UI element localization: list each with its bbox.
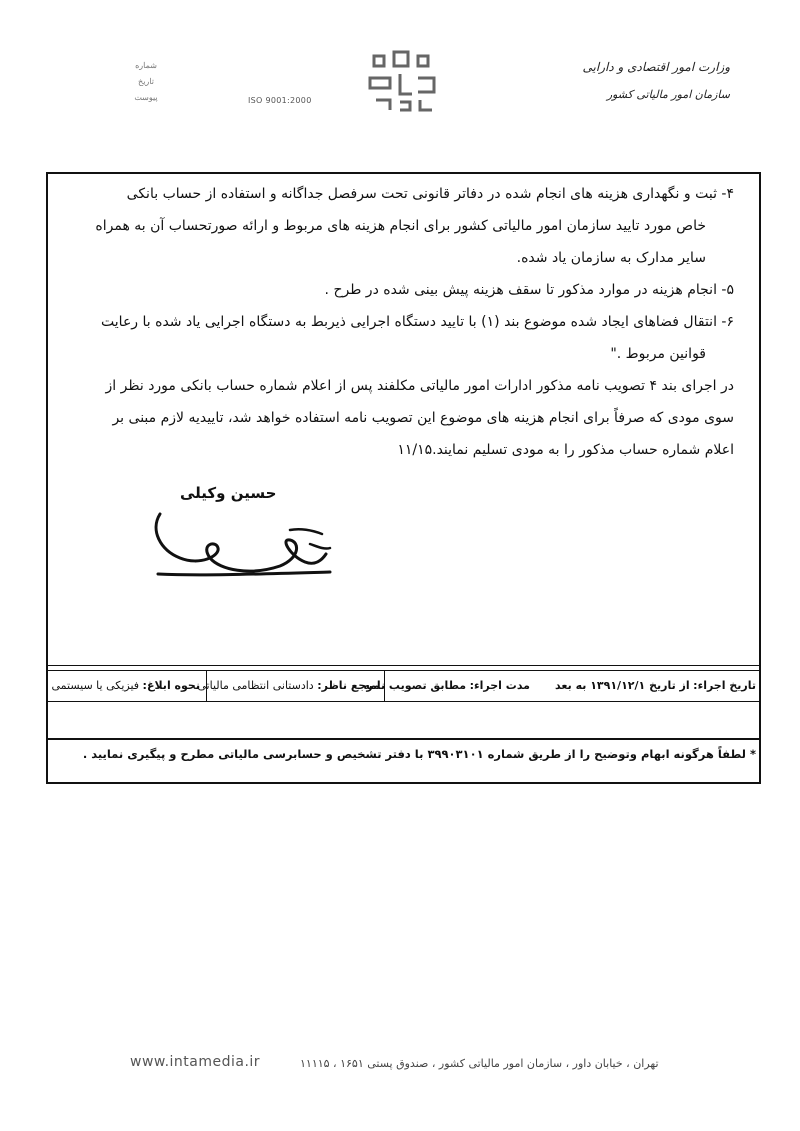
letter-meta-labels <box>126 58 166 106</box>
item-6-line: ۶- انتقال فضاهای ایجاد شده موضوع بند (۱) با تایید دستگاه اجرایی ذیربط به دستگاه اجرایی یاد شده با رعایت <box>101 314 734 330</box>
handwritten-signature-icon <box>140 500 340 586</box>
signatory-name: حسین وکیلی <box>180 484 277 502</box>
item-5: ۵- انجام هزینه در موارد مذکور تا سقف هزینه پیش بینی شده در طرح . <box>324 282 734 298</box>
supervising-authority-value: دادستانی انتظامی مالیاتی <box>197 679 314 692</box>
execution-duration-value: مطابق تصویب نامه <box>363 679 467 692</box>
item-4-line: ۴- ثبت و نگهداری هزینه های انجام شده در دفاتر قانونی تحت سرفصل جداگانه و استفاده از حساب بانکی <box>126 186 734 202</box>
supervising-authority-label: مرجع ناظر: <box>317 679 380 692</box>
paragraph-line: اعلام شماره حساب مذکور را به مودی تسلیم نمایند.۱۱/۱۵ <box>397 442 734 458</box>
footer-address: تهران ، خیابان داور ، سازمان امور مالیاتی کشور ، صندوق پستی ۱۶۵۱ ، ۱۱۱۱۵ <box>300 1057 659 1070</box>
item-4-line: خاص مورد تایید سازمان امور مالیاتی کشور برای انجام هزینه های مربوط و ارائه صورتحساب آن به همراه <box>95 218 706 234</box>
execution-date-value: از تاریخ ۱۳۹۱/۱۲/۱ به بعد <box>555 679 690 692</box>
footer-website: www.intamedia.ir <box>130 1054 261 1070</box>
paragraph-line: سوی مودی که صرفاً برای انجام هزینه های موضوع این تصویب نامه استفاده خواهد شد، تاییدیه لازم مبنی بر <box>112 410 734 426</box>
item-4-line: سایر مدارک به سازمان یاد شده. <box>516 250 706 266</box>
organization-logo-icon <box>360 48 444 116</box>
letterhead-org <box>583 60 730 101</box>
notification-method-label: نحوه ابلاغ: <box>142 679 200 692</box>
paragraph-line: در اجرای بند ۴ تصویب نامه مذکور ادارات امور مالیاتی مکلفند پس از اعلام شماره حساب بانکی مورد نظر از <box>105 378 734 394</box>
date-label: تاریخ <box>138 77 154 86</box>
contact-notice: * لطفاً هرگونه ابهام وتوضیح را از طریق شماره ۳۹۹۰۳۱۰۱ با دفتر تشخیص و حسابرسی مالیاتی مطرح و پیگیری نمایید . <box>82 747 756 761</box>
supervising-authority <box>197 672 380 700</box>
execution-date-label: تاریخ اجراء: <box>693 679 756 692</box>
number-label: شماره <box>135 61 157 70</box>
divider <box>46 701 761 702</box>
organization-name: سازمان امور مالیاتی کشور <box>606 88 730 101</box>
iso-certification: ISO 9001:2000 <box>248 96 312 105</box>
execution-date <box>555 672 756 700</box>
attachment-label: پیوست <box>134 93 158 102</box>
notification-method-value: فیزیکی یا سیستمی <box>51 679 140 692</box>
execution-duration-label: مدت اجراء: <box>469 679 530 692</box>
divider <box>46 665 761 666</box>
divider <box>46 670 761 671</box>
notification-method <box>51 672 200 700</box>
letter-body <box>49 178 734 466</box>
item-6-line: قوانین مربوط ." <box>610 346 706 362</box>
execution-duration <box>363 672 530 700</box>
ministry-name: وزارت امور اقتصادی و دارایی <box>582 60 730 74</box>
